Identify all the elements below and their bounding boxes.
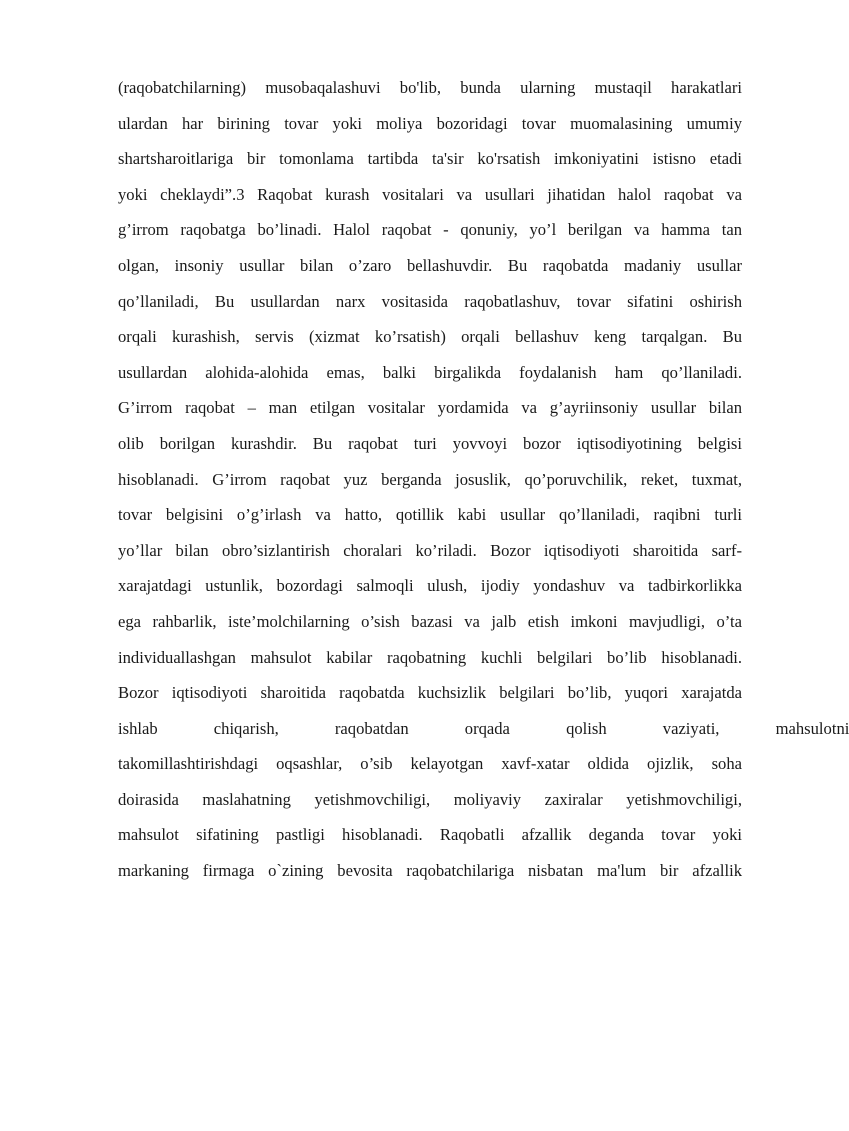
- text-line: takomillashtirishdagi oqsashlar, o’sib kelayotgan xavf-xatar oldida ojizlik, soha: [118, 754, 742, 774]
- text-line: mahsulot sifatining pastligi hisoblanadi. Raqobatli afzallik deganda tovar yoki: [118, 825, 742, 845]
- text-line: ega rahbarlik, iste’molchilarning o’sish bazasi va jalb etish imkoni mavjudligi, o’ta: [118, 611, 742, 631]
- text-line: doirasida maslahatning yetishmovchiligi, moliyaviy zaxiralar yetishmovchiligi,: [118, 789, 742, 809]
- text-line: yo’llar bilan obro’sizlantirish choralari ko’riladi. Bozor iqtisodiyoti sharoitida sarf-: [118, 540, 742, 560]
- text-line: xarajatdagi ustunlik, bozordagi salmoqli ulush, ijodiy yondashuv va tadbirkorlikka: [118, 576, 742, 596]
- text-line: hisoblanadi. G’irrom raqobat yuz berganda josuslik, qo’poruvchilik, reket, tuxmat,: [118, 469, 742, 489]
- text-line: ulardan har birining tovar yoki moliya bozoridagi tovar muomalasining umumiy: [118, 113, 742, 133]
- text-line: ishlab chiqarish, raqobatdan orqada qolish vaziyati, mahsulotni: [118, 718, 849, 738]
- text-line: qo’llaniladi, Bu usullardan narx vositasida raqobatlashuv, tovar sifatini oshirish: [118, 291, 742, 311]
- text-line: Bozor iqtisodiyoti sharoitida raqobatda kuchsizlik belgilari bo’lib, yuqori xarajatda: [118, 683, 742, 703]
- document-page: [118, 70, 849, 889]
- text-line: olib borilgan kurashdir. Bu raqobat turi yovvoyi bozor iqtisodiyotining belgisi: [118, 433, 742, 453]
- text-line: (raqobatchilarning) musobaqalashuvi bo'lib, bunda ularning mustaqil harakatlari: [118, 78, 742, 97]
- text-line: shartsharoitlariga bir tomonlama tartibda ta'sir ko'rsatish imkoniyatini istisno etadi: [118, 149, 742, 169]
- text-line: yoki cheklaydi”.3 Raqobat kurash vositalari va usullari jihatidan halol raqobat va: [118, 184, 742, 204]
- text-line: individuallashgan mahsulot kabilar raqobatning kuchli belgilari bo’lib hisoblanadi.: [118, 647, 742, 667]
- text-line: markaning firmaga o`zining bevosita raqobatchilariga nisbatan ma'lum bir afzallik: [118, 861, 742, 881]
- text-line: orqali kurashish, servis (xizmat ko’rsatish) orqali bellashuv keng tarqalgan. Bu: [118, 327, 742, 347]
- text-line: G’irrom raqobat – man etilgan vositalar yordamida va g’ayriinsoniy usullar bilan: [118, 398, 742, 418]
- text-line: olgan, insoniy usullar bilan o’zaro bellashuvdir. Bu raqobatda madaniy usullar: [118, 255, 742, 275]
- text-line: g’irrom raqobatga bo’linadi. Halol raqobat - qonuniy, yo’l berilgan va hamma tan: [118, 220, 742, 240]
- text-line: tovar belgisini o’g’irlash va hatto, qotillik kabi usullar qo’llaniladi, raqibni turli: [118, 505, 742, 525]
- text-line: usullardan alohida-alohida emas, balki birgalikda foydalanish ham qo’llaniladi.: [118, 362, 742, 382]
